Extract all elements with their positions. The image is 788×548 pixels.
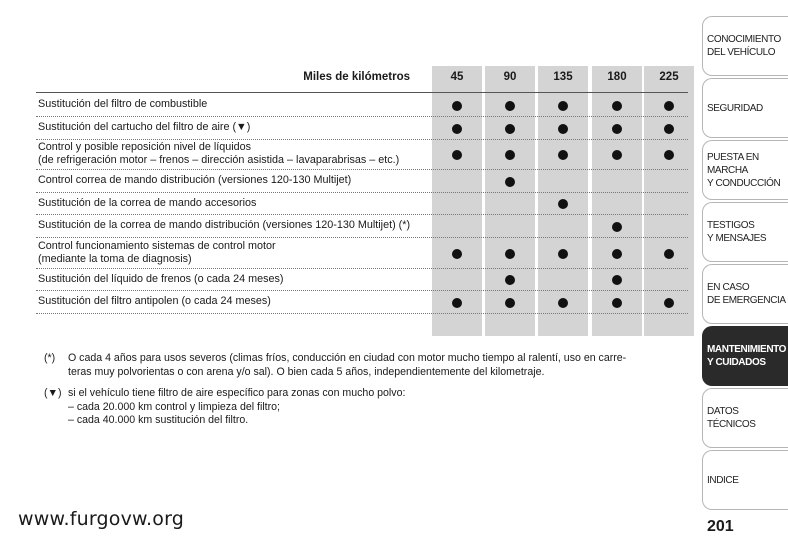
table-row-label [38,169,438,192]
footnote-marker: (*) [44,352,56,364]
service-mark-dot [558,249,568,259]
service-mark-dot [664,150,674,160]
table-row-label [38,237,438,268]
chapter-tab[interactable] [702,264,788,324]
service-mark-dot [558,101,568,111]
mileage-header-label: Miles de kilómetros [303,71,410,83]
service-mark-dot [505,249,515,259]
chapter-tab-label: Y CUIDADOS [707,357,766,368]
service-mark-dot [612,275,622,285]
footnote-line: teras muy polvorientas o con arena y/o sal). O bien cada 5 años, independientemente del kilometraje. [68,365,545,378]
row-label-line: Sustitución de la correa de mando distribución (versiones 120-130 Multijet) (*) [38,219,411,231]
page-number: 201 [707,518,734,535]
chapter-tab[interactable] [702,78,788,138]
row-label-line: Sustitución de la correa de mando accesorios [38,196,257,209]
service-mark-dot [505,275,515,285]
footnote-line: O cada 4 años para usos severos (climas fríos, conducción en ciudad con motor mucho tiempo al ralentí, uso en carre- [68,352,627,364]
service-mark-dot [612,249,622,259]
km-column-header: 135 [553,71,573,83]
chapter-tab[interactable] [702,326,788,386]
row-label-line: (mediante la toma de diagnosis) [38,252,192,265]
chapter-tab-label: Y CONDUCCIÓN [707,177,781,189]
footnote-text [68,387,684,428]
service-mark-dot [612,101,622,111]
chapter-tab-label: DE EMERGENCIA [707,295,786,306]
chapter-tab-label: MANTENIMIENTO [707,344,787,355]
km-column-header: 225 [659,71,679,83]
footnote-text [68,352,684,379]
table-row-label [38,139,438,169]
table-row-label [38,214,438,237]
row-label-line: Control funcionamiento sistemas de control motor [38,239,276,252]
service-mark-dot [558,298,568,308]
chapter-tab-label: DATOS TÉCNICOS [707,406,756,430]
table-row-label [38,116,438,139]
service-mark-dot [505,124,515,134]
maintenance-table [36,66,688,336]
km-column-header: 45 [450,71,464,83]
footnote [44,387,684,428]
service-mark-dot [664,101,674,111]
chapter-tab-label: EN CASO [707,282,750,293]
service-mark-dot [505,298,515,308]
row-label-line: Control y posible reposición nivel de líquidos [38,141,252,153]
chapter-tab[interactable] [702,450,788,510]
footnotes [44,352,684,434]
service-mark-dot [505,177,515,187]
service-mark-dot [452,150,462,160]
table-row-label [38,192,438,214]
service-mark-dot [612,124,622,134]
chapter-tab-label: CONOCIMIENTO [707,34,781,45]
service-mark-dot [452,124,462,134]
chapter-tab-label: TESTIGOS [707,220,755,231]
service-mark-dot [612,150,622,160]
footnote-line: – cada 20.000 km control y limpieza del filtro; [68,400,280,413]
chapter-tab-label: INDICE [707,474,739,486]
service-mark-dot [452,298,462,308]
table-row-label [38,290,438,313]
row-label-line: Sustitución del líquido de frenos (o cada 24 meses) [38,272,284,285]
row-label-line: Control correa de mando distribución (versiones 120-130 Multijet) [38,174,352,186]
service-mark-dot [664,249,674,259]
service-mark-dot [612,222,622,232]
service-mark-dot [452,101,462,111]
row-separator [36,313,688,314]
service-mark-dot [558,199,568,209]
chapter-tab[interactable] [702,388,788,448]
chapter-tab-label: DEL VEHÍCULO [707,47,776,58]
footnote-marker: (▼) [44,387,62,399]
chapter-tab[interactable] [702,202,788,262]
service-mark-dot [505,150,515,160]
service-mark-dot [664,298,674,308]
chapter-tab-label: Y MENSAJES [707,233,767,244]
row-label-line: Sustitución del filtro de combustible [38,98,208,110]
chapter-tab-label: PUESTA EN MARCHA [707,151,759,176]
chapter-tab[interactable] [702,16,788,76]
table-row-label [38,93,438,116]
service-mark-dot [558,150,568,160]
footnote [44,352,684,379]
chapter-tab[interactable] [702,140,788,200]
footnote-line: – cada 40.000 km sustitución del filtro. [68,414,249,426]
service-mark-dot [505,101,515,111]
km-column-header: 90 [503,71,517,83]
service-mark-dot [452,249,462,259]
service-mark-dot [664,124,674,134]
km-column-header: 180 [607,71,627,83]
table-row-label [38,268,438,290]
row-label-line: (de refrigeración motor – frenos – dirección asistida – lavaparabrisas – etc.) [38,154,400,166]
footnote-line: si el vehículo tiene filtro de aire específico para zonas con mucho polvo: [68,387,406,399]
row-label-line: Sustitución del filtro antipolen (o cada 24 meses) [38,295,271,307]
row-label-line: Sustitución del cartucho del filtro de aire (▼) [38,121,251,133]
service-mark-dot [558,124,568,134]
service-mark-dot [612,298,622,308]
watermark: www.furgovw.org [18,508,185,530]
header-rule [36,92,688,93]
chapter-tab-label: SEGURIDAD [707,102,763,114]
